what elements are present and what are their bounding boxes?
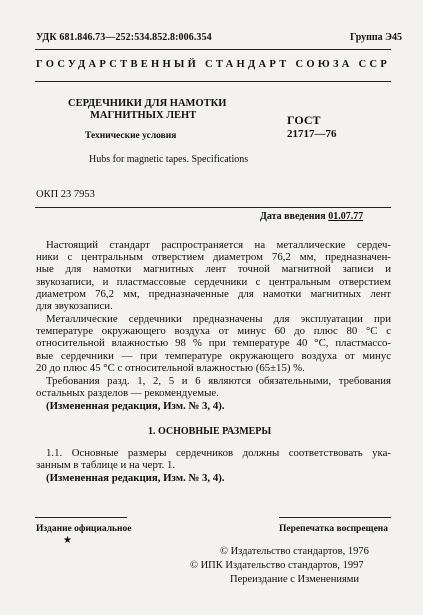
text-line: вые сердечники — при температуре окружающего воздуха от минус (36, 349, 391, 362)
text-line: для звукозаписи. (36, 300, 113, 313)
text-line: остальных разделов — рекомендуемые. (36, 387, 219, 400)
okp-rule (35, 207, 391, 208)
text-line: относительной влажностью 98 % при температуре 40 °С, пластмассо- (36, 337, 391, 350)
text-line: диаметром 76,2 мм, предназначенные для намотки магнитных лент (36, 287, 391, 300)
intro-date (260, 211, 363, 222)
text-line: ники с центральным отверстием диаметром 76,2 мм, предназначен- (36, 251, 391, 264)
okp-code: ОКП 23 7953 (36, 189, 95, 200)
paragraph-operating-conditions (36, 313, 391, 374)
intro-date-value: 01.07.77 (328, 211, 364, 222)
copyright-1997: © ИПК Издательство стандартов, 1997 (190, 560, 364, 571)
star-icon: ★ (63, 535, 72, 546)
text-line: Требования разд. 1, 2, 5 и 6 являются обязательными, требования (46, 375, 391, 387)
paragraph-requirements (36, 375, 391, 399)
intro-date-label: Дата введения (260, 211, 326, 222)
amendment-note-1: (Измененная редакция, Изм. № 3, 4). (46, 400, 225, 412)
udk-code: УДК 681.846.73—252:534.852.8:006.354 (36, 32, 212, 43)
standard-banner: ГОСУДАРСТВЕННЫЙ СТАНДАРТ СОЮЗА ССР (36, 59, 391, 70)
text-line: температуре окружающего воздуха от минус 60 до плюс 80 °С с (36, 325, 391, 338)
text-line: занным в таблице и на черт. 1. (36, 459, 176, 472)
title-line-1: СЕРДЕЧНИКИ ДЛЯ НАМОТКИ (68, 98, 227, 109)
text-line: 1.1. Основные размеры сердечников должны соответствовать ука- (46, 447, 391, 459)
footer-rule-right (279, 517, 391, 518)
text-line: Настоящий стандарт распространяется на металлические сердеч- (46, 239, 391, 251)
banner-rule (35, 81, 391, 82)
paragraph-1-1 (36, 447, 391, 471)
text-line: звукозаписи, и пластмассовые сердечники с центральным отверстием (36, 275, 391, 288)
gost-number: 21717—76 (287, 128, 337, 140)
section-1-title: 1. ОСНОВНЫЕ РАЗМЕРЫ (148, 426, 272, 437)
reprint-notice: Перепечатка воспрещена (279, 524, 389, 534)
text-line: Металлические сердечники предназначены для эксплуатации при (46, 313, 391, 325)
amendment-note-2: (Измененная редакция, Изм. № 3, 4). (46, 472, 225, 484)
text-line: 20 до плюс 45 °С с относительной влажностью (65±15) %. (36, 361, 305, 374)
group-code: Группа Э45 (350, 32, 402, 43)
header-rule (35, 49, 391, 50)
gost-label: ГОСТ (287, 113, 321, 127)
official-edition: Издание официальное (36, 524, 132, 534)
english-title: Hubs for magnetic tapes. Specifications (89, 154, 249, 165)
reissue-note: Переиздание с Изменениями (230, 574, 360, 585)
copyright-1976: © Издательство стандартов, 1976 (220, 546, 369, 557)
paragraph-scope (36, 239, 391, 312)
footer-rule-left (35, 517, 127, 518)
title-line-2: МАГНИТНЫХ ЛЕНТ (90, 110, 197, 121)
subtitle: Технические условия (85, 131, 177, 141)
text-line: ные для намотки магнитных лент точной магнитной записи и (36, 263, 391, 276)
